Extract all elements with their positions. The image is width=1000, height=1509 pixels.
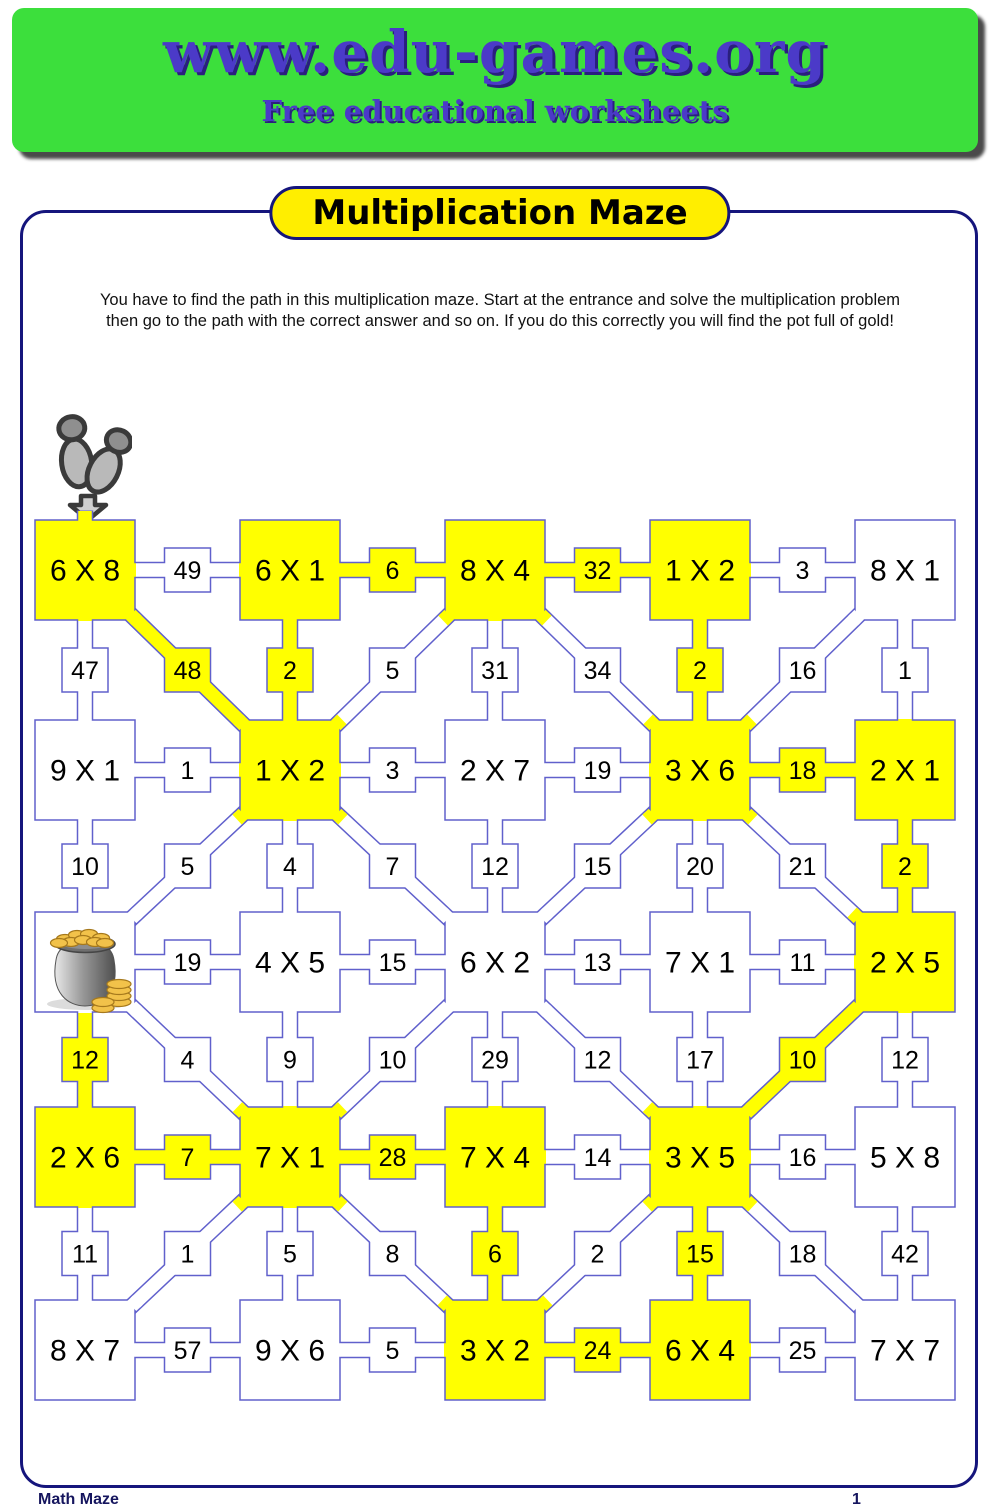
answer-label: 2 [898, 852, 912, 881]
answer-label: 25 [788, 1336, 817, 1365]
problem-label: 6 X 2 [459, 946, 531, 980]
instructions-line2: then go to the path with the correct answer and so on. If you do this correctly you will find the pot full of gold! [106, 311, 894, 330]
answer-label: 12 [891, 1046, 919, 1075]
problem-label: 2 X 7 [459, 754, 531, 788]
answer-label: 11 [72, 1240, 98, 1269]
answer-label: 8 [385, 1240, 400, 1269]
answer-label: 47 [71, 656, 99, 685]
problem-label: 2 X 5 [869, 946, 941, 980]
problem-label: 8 X 7 [49, 1334, 121, 1368]
answer-label: 14 [583, 1143, 612, 1172]
answer-label: 3 [795, 556, 810, 585]
footprints-icon [50, 406, 132, 522]
answer-label: 28 [378, 1143, 407, 1172]
problem-label: 7 X 1 [664, 946, 736, 980]
answer-label: 10 [378, 1046, 407, 1075]
footer-left: Math Maze [38, 1491, 119, 1508]
problem-label: 9 X 6 [254, 1334, 326, 1368]
answer-label: 57 [173, 1336, 202, 1365]
problem-label: 7 X 4 [459, 1141, 531, 1175]
answer-label: 19 [583, 756, 612, 785]
answer-label: 12 [481, 852, 509, 881]
answer-label: 7 [385, 852, 400, 881]
answer-label: 21 [788, 852, 817, 881]
answer-label: 5 [180, 852, 195, 881]
answer-label: 5 [283, 1240, 297, 1269]
answer-label: 2 [283, 656, 297, 685]
answer-label: 10 [788, 1046, 817, 1075]
problem-label: 3 X 2 [459, 1334, 531, 1368]
answer-label: 11 [789, 948, 816, 977]
multiplication-maze [30, 508, 970, 1418]
answer-label: 6 [488, 1240, 502, 1269]
answer-label: 5 [385, 656, 400, 685]
answer-label: 17 [686, 1046, 714, 1075]
answer-label: 4 [180, 1046, 195, 1075]
problem-label: 8 X 1 [869, 554, 941, 588]
footer-right: 1 [852, 1491, 861, 1508]
instructions [40, 290, 960, 332]
instructions-line1: You have to find the path in this multiplication maze. Start at the entrance and solve the multiplication problem [99, 291, 901, 309]
answer-label: 1 [898, 656, 912, 685]
answer-label: 19 [173, 948, 202, 977]
site-banner [12, 8, 978, 152]
answer-label: 12 [583, 1046, 612, 1075]
answer-label: 4 [283, 852, 297, 881]
problem-label: 6 X 8 [49, 554, 121, 588]
answer-label: 18 [788, 1240, 817, 1269]
answer-label: 42 [891, 1240, 919, 1269]
answer-label: 20 [686, 852, 714, 881]
answer-label: 6 [385, 556, 400, 585]
answer-label: 10 [71, 852, 99, 881]
problem-label: 7 X 1 [254, 1141, 326, 1175]
problem-label: 3 X 5 [664, 1141, 736, 1175]
answer-label: 15 [686, 1240, 714, 1269]
answer-label: 9 [283, 1046, 297, 1075]
answer-label: 34 [583, 656, 612, 685]
answer-label: 18 [788, 756, 817, 785]
problem-label: 5 X 8 [869, 1141, 941, 1175]
answer-label: 29 [481, 1046, 509, 1075]
problem-label: 7 X 7 [869, 1334, 941, 1368]
answer-label: 2 [693, 656, 707, 685]
answer-label: 1 [180, 756, 195, 785]
problem-label: 1 X 2 [664, 554, 736, 588]
answer-label: 2 [590, 1240, 605, 1269]
problem-label: 9 X 1 [49, 754, 121, 788]
answer-label: 16 [788, 656, 817, 685]
problem-label: 4 X 5 [254, 946, 326, 980]
site-subtitle: Free educational worksheets [261, 94, 729, 128]
problem-label: 2 X 1 [869, 754, 941, 788]
answer-label: 32 [583, 556, 612, 585]
page-title: Multiplication Maze [269, 186, 730, 240]
answer-label: 3 [385, 756, 400, 785]
problem-label: 8 X 4 [459, 554, 531, 588]
answer-label: 1 [180, 1240, 195, 1269]
problem-label: 1 X 2 [254, 754, 326, 788]
answer-label: 5 [385, 1336, 400, 1365]
problem-label: 6 X 1 [254, 554, 326, 588]
answer-label: 7 [180, 1143, 195, 1172]
answer-label: 49 [173, 556, 202, 585]
problem-label: 6 X 4 [664, 1334, 736, 1368]
problem-label: 2 X 6 [49, 1141, 121, 1175]
answer-label: 15 [583, 852, 612, 881]
answer-label: 12 [71, 1046, 99, 1075]
answer-label: 48 [173, 656, 202, 685]
answer-label: 31 [481, 656, 509, 685]
answer-label: 24 [583, 1336, 612, 1365]
site-title: www.edu-games.org [163, 18, 827, 86]
answer-label: 16 [788, 1143, 817, 1172]
answer-label: 13 [583, 948, 612, 977]
problem-label: 3 X 6 [664, 754, 736, 788]
answer-label: 15 [378, 948, 407, 977]
